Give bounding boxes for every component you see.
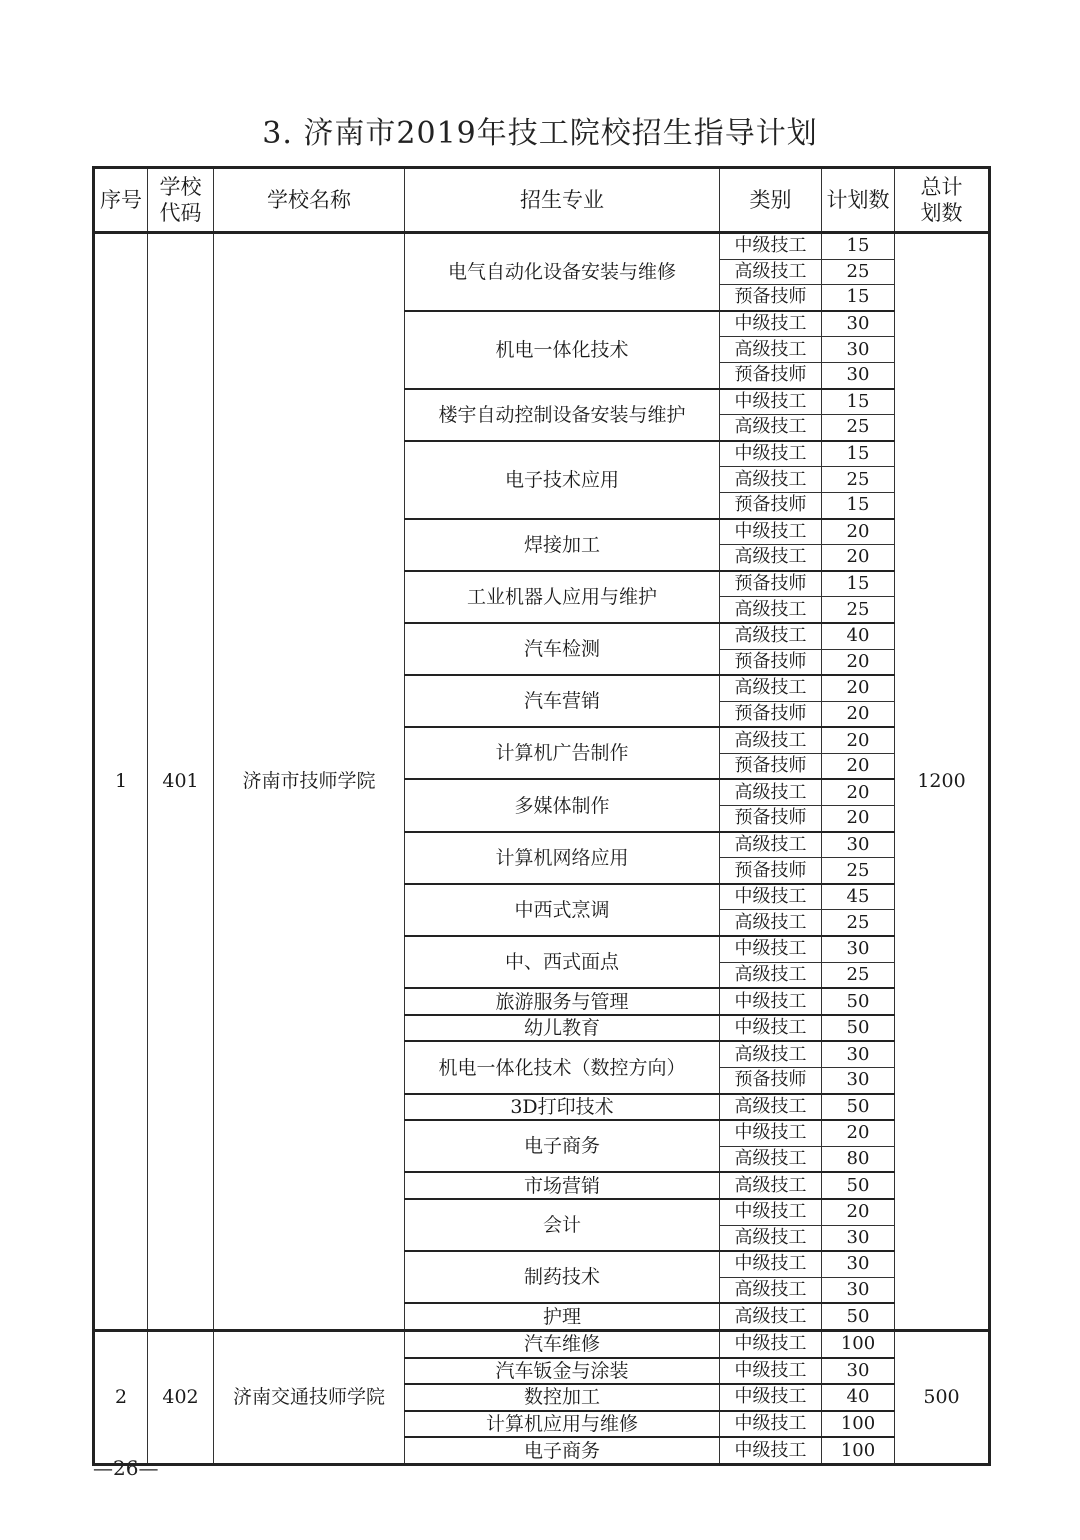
- category-cell: 预备技师: [720, 858, 822, 884]
- major-cell: 制药技术: [405, 1251, 720, 1303]
- header-total: 总计 划数: [895, 168, 990, 233]
- plan-count-cell: 40: [822, 1384, 895, 1411]
- category-cell: 中级技工: [720, 1120, 822, 1146]
- category-cell: 中级技工: [720, 1358, 822, 1385]
- major-cell: 会计: [405, 1199, 720, 1251]
- plan-count-cell: 30: [822, 936, 895, 962]
- major-cell: 机电一体化技术: [405, 311, 720, 389]
- category-cell: 中级技工: [720, 1437, 822, 1464]
- category-cell: 高级技工: [720, 1146, 822, 1172]
- category-cell: 预备技师: [720, 492, 822, 518]
- category-cell: 高级技工: [720, 415, 822, 441]
- plan-count-cell: 20: [822, 1199, 895, 1225]
- category-cell: 高级技工: [720, 337, 822, 363]
- total-plan-cell: 500: [895, 1330, 990, 1464]
- school-code-cell: 401: [148, 233, 214, 1331]
- plan-count-cell: 20: [822, 675, 895, 701]
- header-row: [94, 168, 990, 233]
- plan-count-cell: 50: [822, 1094, 895, 1121]
- plan-count-cell: 15: [822, 441, 895, 467]
- category-cell: 预备技师: [720, 1068, 822, 1094]
- plan-count-cell: 15: [822, 389, 895, 415]
- category-cell: 中级技工: [720, 1411, 822, 1438]
- seq-cell: 2: [94, 1330, 148, 1464]
- plan-count-cell: 25: [822, 962, 895, 988]
- page-number: —26—: [93, 1456, 159, 1480]
- major-cell: 数控加工: [405, 1384, 720, 1411]
- school-code-cell: 402: [148, 1330, 214, 1464]
- category-cell: 高级技工: [720, 1277, 822, 1303]
- category-cell: 高级技工: [720, 675, 822, 701]
- major-cell: 汽车营销: [405, 675, 720, 727]
- plan-count-cell: 50: [822, 1172, 895, 1199]
- header-school-code: 学校 代码: [148, 168, 214, 233]
- plan-count-cell: 15: [822, 285, 895, 311]
- major-cell: 机电一体化技术（数控方向）: [405, 1041, 720, 1093]
- plan-count-cell: 25: [822, 467, 895, 493]
- plan-count-cell: 100: [822, 1411, 895, 1438]
- plan-count-cell: 40: [822, 623, 895, 649]
- plan-count-cell: 30: [822, 1068, 895, 1094]
- category-cell: 高级技工: [720, 1041, 822, 1067]
- category-cell: 中级技工: [720, 1384, 822, 1411]
- plan-count-cell: 20: [822, 753, 895, 779]
- plan-count-cell: 20: [822, 701, 895, 727]
- plan-count-cell: 30: [822, 1358, 895, 1385]
- major-cell: 中西式烹调: [405, 884, 720, 936]
- category-cell: 高级技工: [720, 832, 822, 858]
- header-school-name: 学校名称: [214, 168, 405, 233]
- header-category: 类别: [720, 168, 822, 233]
- category-cell: 预备技师: [720, 753, 822, 779]
- plan-count-cell: 50: [822, 1303, 895, 1330]
- plan-count-cell: 20: [822, 1120, 895, 1146]
- plan-count-cell: 20: [822, 649, 895, 675]
- total-plan-cell: 1200: [895, 233, 990, 1331]
- category-cell: 高级技工: [720, 597, 822, 623]
- category-cell: 中级技工: [720, 1015, 822, 1042]
- category-cell: 高级技工: [720, 467, 822, 493]
- plan-count-cell: 80: [822, 1146, 895, 1172]
- plan-count-cell: 25: [822, 858, 895, 884]
- major-cell: 楼宇自动控制设备安装与维护: [405, 389, 720, 441]
- plan-count-cell: 30: [822, 1041, 895, 1067]
- plan-count-cell: 50: [822, 988, 895, 1015]
- plan-count-cell: 20: [822, 779, 895, 805]
- category-cell: 中级技工: [720, 311, 822, 337]
- major-cell: 多媒体制作: [405, 779, 720, 831]
- major-cell: 汽车维修: [405, 1330, 720, 1357]
- plan-count-cell: 20: [822, 519, 895, 545]
- plan-count-cell: 20: [822, 806, 895, 832]
- category-cell: 预备技师: [720, 649, 822, 675]
- plan-count-cell: 20: [822, 727, 895, 753]
- major-cell: 汽车钣金与涂装: [405, 1358, 720, 1385]
- category-cell: 中级技工: [720, 233, 822, 260]
- plan-count-cell: 25: [822, 597, 895, 623]
- school-name-cell: 济南市技师学院: [214, 233, 405, 1331]
- table-body: [94, 233, 990, 1465]
- plan-count-cell: 20: [822, 545, 895, 571]
- category-cell: 高级技工: [720, 1172, 822, 1199]
- plan-count-cell: 100: [822, 1437, 895, 1464]
- enrollment-plan-table: [92, 166, 991, 1466]
- major-cell: 计算机网络应用: [405, 832, 720, 884]
- category-cell: 高级技工: [720, 779, 822, 805]
- major-cell: 幼儿教育: [405, 1015, 720, 1042]
- major-cell: 旅游服务与管理: [405, 988, 720, 1015]
- category-cell: 预备技师: [720, 806, 822, 832]
- table-row: [94, 1330, 990, 1357]
- plan-count-cell: 30: [822, 1251, 895, 1277]
- plan-count-cell: 15: [822, 233, 895, 260]
- major-cell: 焊接加工: [405, 519, 720, 571]
- school-name-cell: 济南交通技师学院: [214, 1330, 405, 1464]
- category-cell: 中级技工: [720, 1251, 822, 1277]
- header-major: 招生专业: [405, 168, 720, 233]
- category-cell: 中级技工: [720, 936, 822, 962]
- major-cell: 计算机广告制作: [405, 727, 720, 779]
- plan-count-cell: 25: [822, 259, 895, 285]
- category-cell: 高级技工: [720, 623, 822, 649]
- plan-count-cell: 30: [822, 1225, 895, 1251]
- major-cell: 电子商务: [405, 1437, 720, 1464]
- major-cell: 计算机应用与维修: [405, 1411, 720, 1438]
- plan-count-cell: 30: [822, 337, 895, 363]
- plan-count-cell: 30: [822, 832, 895, 858]
- plan-count-cell: 15: [822, 571, 895, 597]
- category-cell: 高级技工: [720, 1094, 822, 1121]
- major-cell: 电气自动化设备安装与维修: [405, 233, 720, 311]
- plan-count-cell: 15: [822, 492, 895, 518]
- category-cell: 高级技工: [720, 259, 822, 285]
- category-cell: 预备技师: [720, 701, 822, 727]
- category-cell: 高级技工: [720, 727, 822, 753]
- major-cell: 汽车检测: [405, 623, 720, 675]
- plan-count-cell: 25: [822, 415, 895, 441]
- major-cell: 市场营销: [405, 1172, 720, 1199]
- plan-count-cell: 30: [822, 1277, 895, 1303]
- category-cell: 预备技师: [720, 362, 822, 388]
- category-cell: 高级技工: [720, 1303, 822, 1330]
- category-cell: 中级技工: [720, 441, 822, 467]
- plan-count-cell: 30: [822, 362, 895, 388]
- category-cell: 中级技工: [720, 1199, 822, 1225]
- major-cell: 3D打印技术: [405, 1094, 720, 1121]
- major-cell: 护理: [405, 1303, 720, 1330]
- major-cell: 工业机器人应用与维护: [405, 571, 720, 623]
- plan-count-cell: 25: [822, 910, 895, 936]
- category-cell: 中级技工: [720, 988, 822, 1015]
- header-plan-count: 计划数: [822, 168, 895, 233]
- plan-count-cell: 50: [822, 1015, 895, 1042]
- category-cell: 高级技工: [720, 1225, 822, 1251]
- plan-count-cell: 30: [822, 311, 895, 337]
- category-cell: 中级技工: [720, 519, 822, 545]
- category-cell: 预备技师: [720, 285, 822, 311]
- header-seq: 序号: [94, 168, 148, 233]
- category-cell: 高级技工: [720, 962, 822, 988]
- major-cell: 中、西式面点: [405, 936, 720, 988]
- plan-count-cell: 100: [822, 1330, 895, 1357]
- seq-cell: 1: [94, 233, 148, 1331]
- category-cell: 预备技师: [720, 571, 822, 597]
- plan-count-cell: 45: [822, 884, 895, 910]
- category-cell: 中级技工: [720, 1330, 822, 1357]
- category-cell: 中级技工: [720, 389, 822, 415]
- category-cell: 高级技工: [720, 910, 822, 936]
- page-title: 3. 济南市2019年技工院校招生指导计划: [262, 116, 818, 151]
- major-cell: 电子商务: [405, 1120, 720, 1172]
- table-row: [94, 233, 990, 260]
- category-cell: 中级技工: [720, 884, 822, 910]
- category-cell: 高级技工: [720, 545, 822, 571]
- major-cell: 电子技术应用: [405, 441, 720, 519]
